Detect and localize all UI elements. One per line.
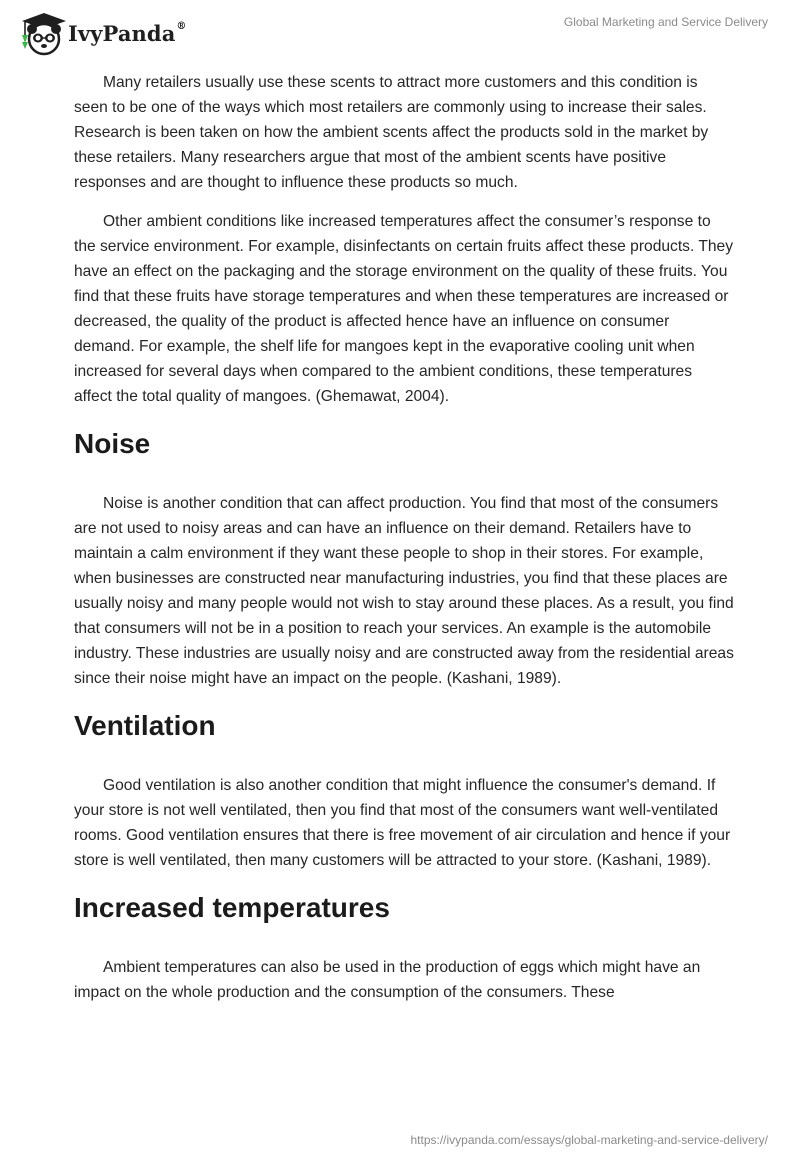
heading-noise: Noise [74,428,151,459]
ivypanda-logo[interactable] [14,9,187,57]
brand-text: IvyPanda [68,20,176,46]
registered-mark: ® [176,20,187,32]
paragraph-ventilation: Good ventilation is also another condition that might influence the consumer's demand. If your store is not well ventilated, then you find that most of the consumers want well-ventilated rooms. Good ventilation ensures that there is free movement of air circulation and hence if your store is well ventilated, then many customers will be attracted to your store. (Kashani, 1989). [74,777,731,869]
heading-increased-temperatures: Increased temperatures [74,892,390,923]
essay-content [74,70,734,1019]
paragraph-intro-temperatures: Other ambient conditions like increased temperatures affect the consumer’s response to the service environment. For example, disinfectants on certain fruits affect these products. They have an effect on the packaging and the storage environment on the quality of these fruits. You find that these fruits have storage temperatures and when these temperatures are increased or decreased, the quality of the product is affected hence have an influence on consumer demand. For example, the shelf life for mangoes kept in the evaporative cooling unit when increased for several days when compared to the ambient conditions, these temperatures affect the total quality of mangoes. (Ghemawat, 2004). [74,213,734,405]
document-title: Global Marketing and Service Delivery [563,15,768,29]
heading-ventilation: Ventilation [74,710,216,741]
paragraph-intro-scents: Many retailers usually use these scents to attract more customers and this condition is seen to be one of the ways which most retailers are commonly using to increase their sales. Research is been taken on how the ambient scents affect the products sold in the market by these retailers. Many researchers argue that most of the ambient scents have positive responses and are thought to influence these products so much. [74,74,709,191]
source-url[interactable]: https://ivypanda.com/essays/global-marketing-and-service-delivery/ [410,1133,768,1147]
page-header [0,0,800,60]
paragraph-noise: Noise is another condition that can affect production. You find that most of the consumers are not used to noisy areas and can have an influence on their demand. Retailers have to maintain a calm environment if they want these people to shop in their stores. For example, when businesses are constructed near manufacturing industries, you find that these places are usually noisy and many people would not wish to stay around these places. As a result, you find that consumers will not be in a position to reach your services. An example is the automobile industry. These industries are usually noisy and are constructed away from the residential areas since their noise might have an impact on the people. (Kashani, 1989). [74,495,734,687]
paragraph-increased-temperatures: Ambient temperatures can also be used in the production of eggs which might have an impact on the whole production and the consumption of the consumers. These [74,959,701,1001]
brand-name [68,21,187,46]
panda-graduate-icon [14,9,66,57]
